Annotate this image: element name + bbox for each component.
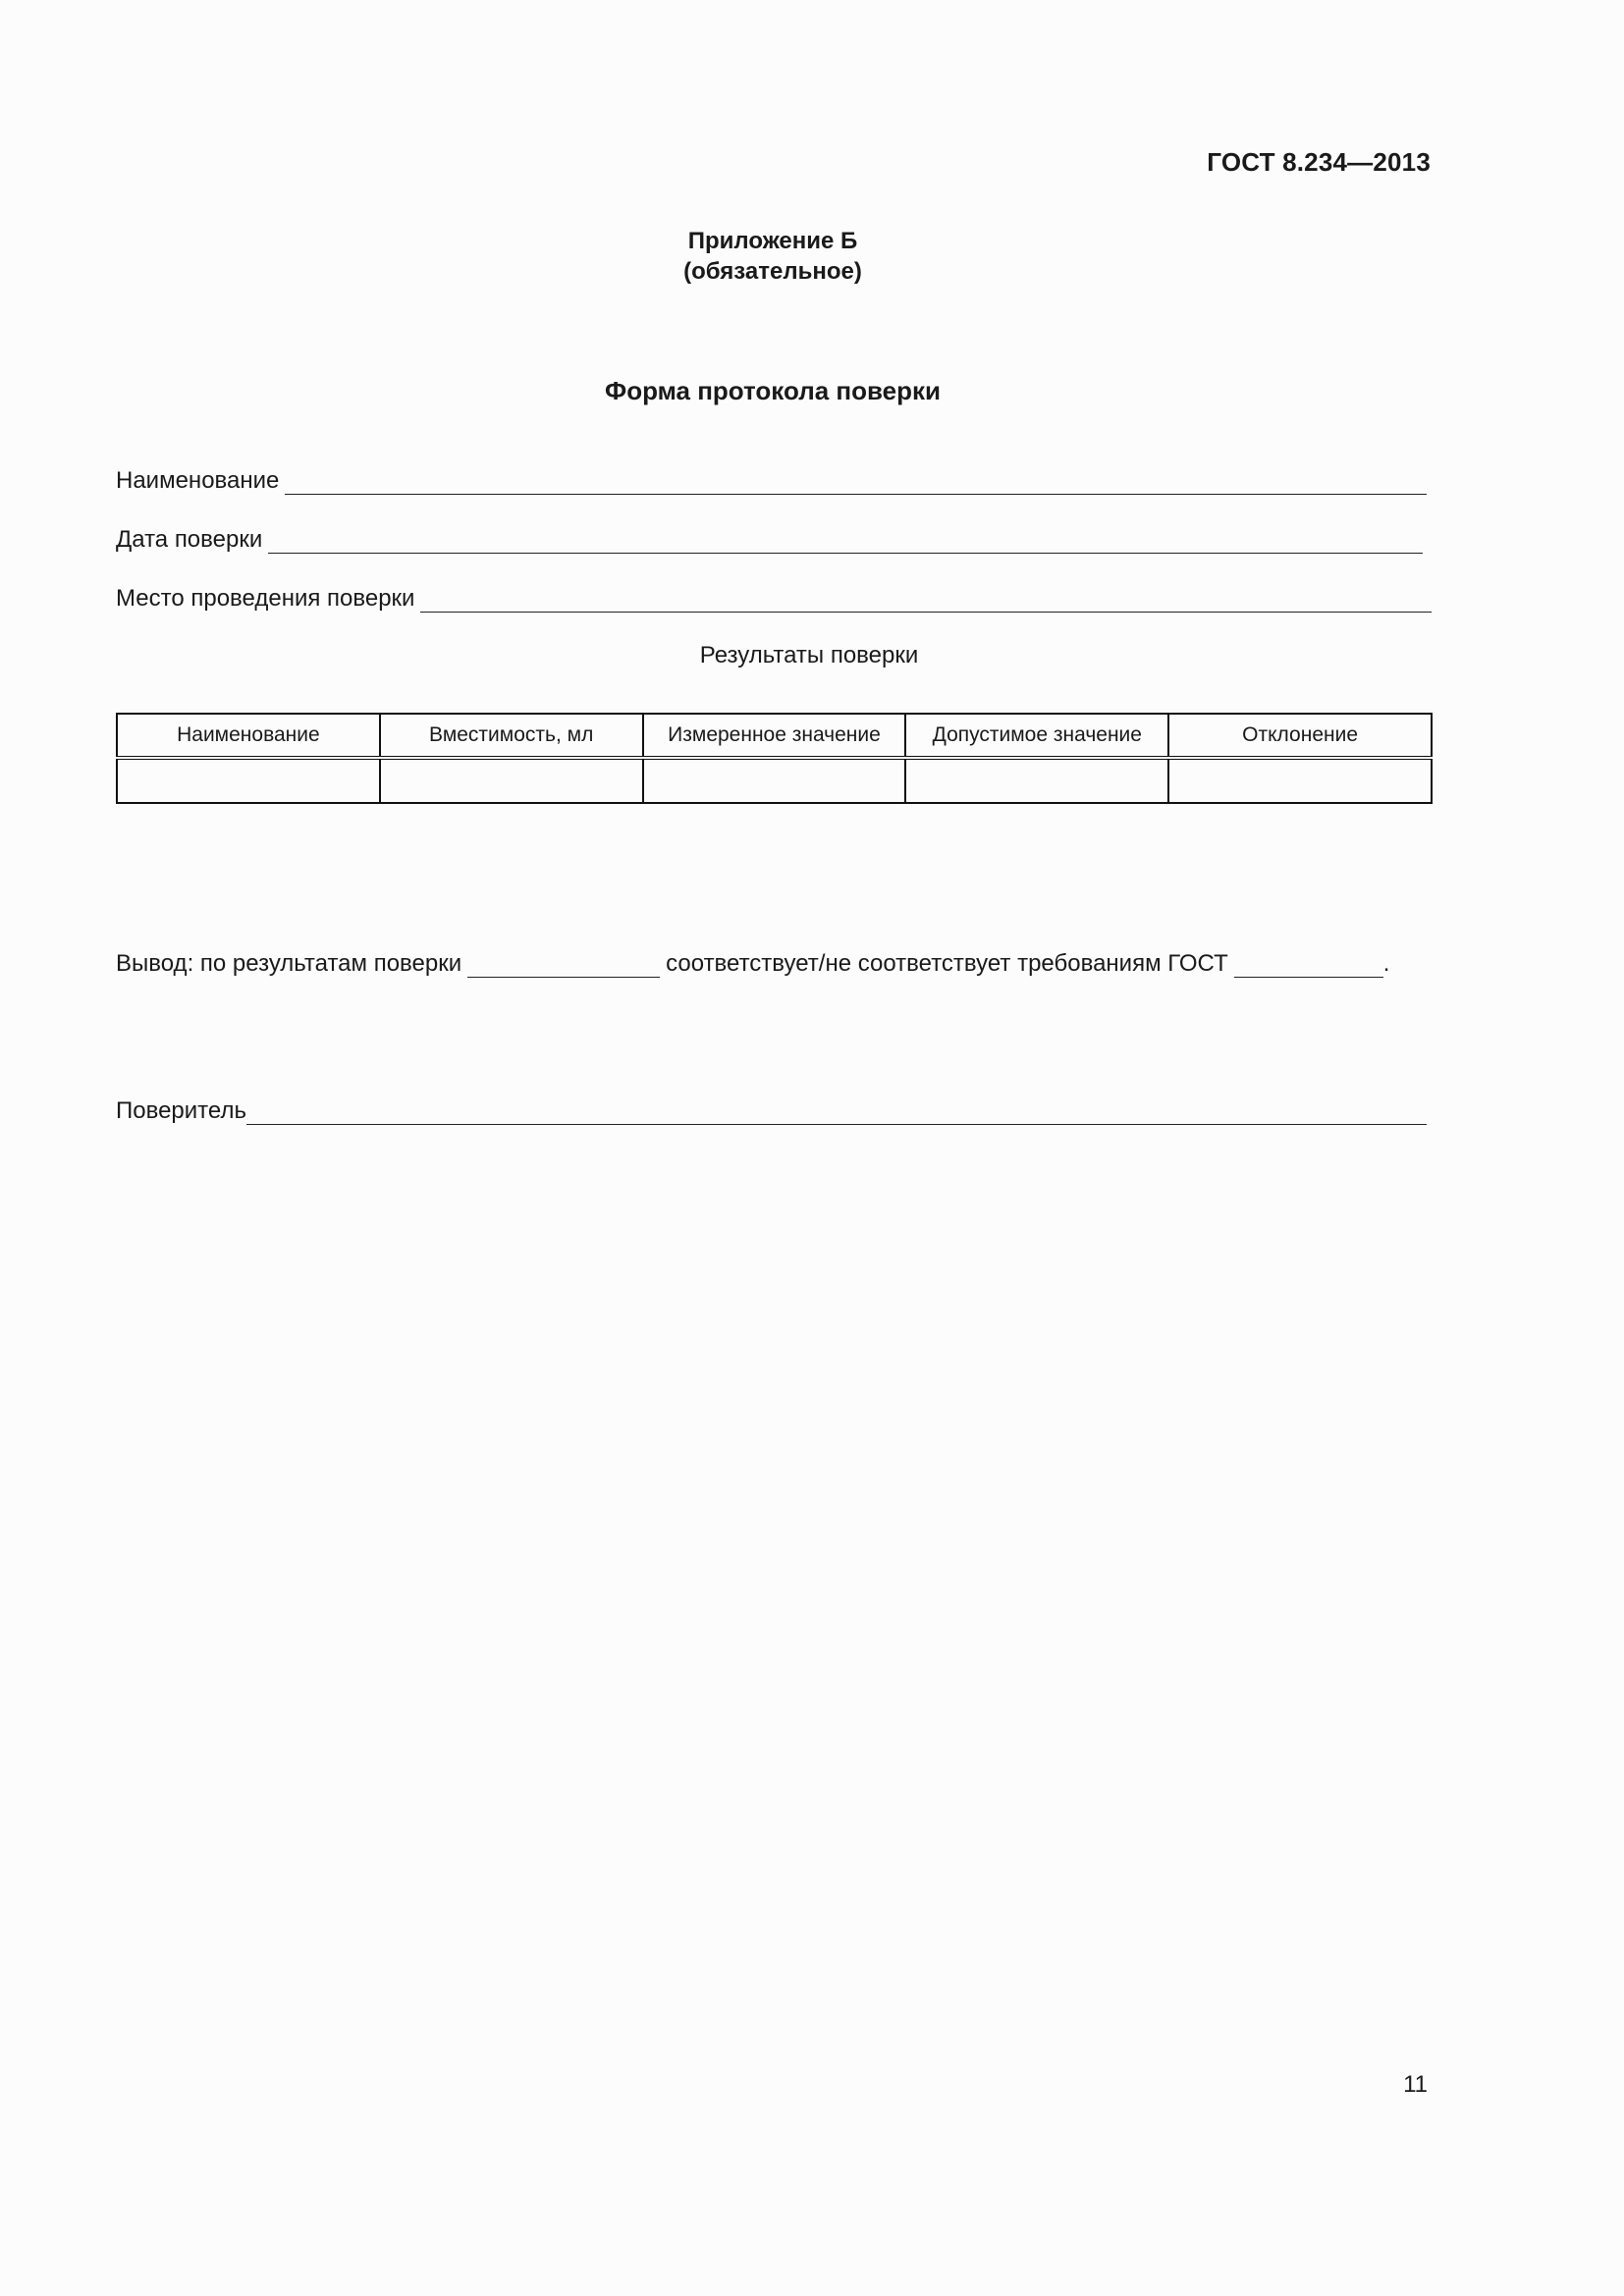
location-field-blank[interactable] <box>420 586 1432 613</box>
header-allowed: Допустимое значение <box>905 714 1168 758</box>
results-caption: Результаты поверки <box>699 642 919 668</box>
header-name: Наименование <box>117 714 380 758</box>
table-cell[interactable] <box>380 758 643 803</box>
date-field <box>116 522 1423 554</box>
page-number: 11 <box>1403 2071 1428 2098</box>
table-cell[interactable] <box>643 758 906 803</box>
location-field <box>116 581 1432 613</box>
table-cell[interactable] <box>117 758 380 803</box>
conclusion-result-blank[interactable] <box>467 953 660 978</box>
header-measured: Измеренное значение <box>643 714 906 758</box>
appendix-status: (обязательное) <box>683 258 862 285</box>
conclusion-prefix: Вывод: по результатам поверки <box>116 950 462 977</box>
appendix-heading <box>0 226 1545 287</box>
appendix-title: Приложение Б <box>687 228 858 254</box>
conclusion-line <box>116 950 1432 978</box>
results-table <box>116 713 1433 804</box>
verifier-blank[interactable] <box>246 1098 1427 1125</box>
table-row <box>117 758 1432 803</box>
name-field <box>116 463 1427 495</box>
table-header-row <box>117 714 1432 758</box>
table-cell[interactable] <box>905 758 1168 803</box>
name-field-blank[interactable] <box>285 468 1427 495</box>
location-field-label: Место проведения поверки <box>116 585 415 612</box>
form-title: Форма протокола поверки <box>605 376 941 405</box>
standard-code: ГОСТ 8.234—2013 <box>1207 147 1431 177</box>
header-capacity: Вместимость, мл <box>380 714 643 758</box>
name-field-label: Наименование <box>116 467 280 494</box>
header-deviation: Отклонение <box>1168 714 1432 758</box>
conclusion-middle: соответствует/не соответствует требованиям ГОСТ <box>666 950 1228 977</box>
conclusion-suffix: . <box>1382 950 1390 977</box>
table-cell[interactable] <box>1168 758 1432 803</box>
date-field-label: Дата поверки <box>116 526 263 553</box>
verifier-field <box>116 1097 1427 1125</box>
date-field-blank[interactable] <box>268 527 1423 554</box>
verifier-label: Поверитель <box>116 1097 246 1124</box>
conclusion-gost-blank[interactable] <box>1234 953 1383 978</box>
